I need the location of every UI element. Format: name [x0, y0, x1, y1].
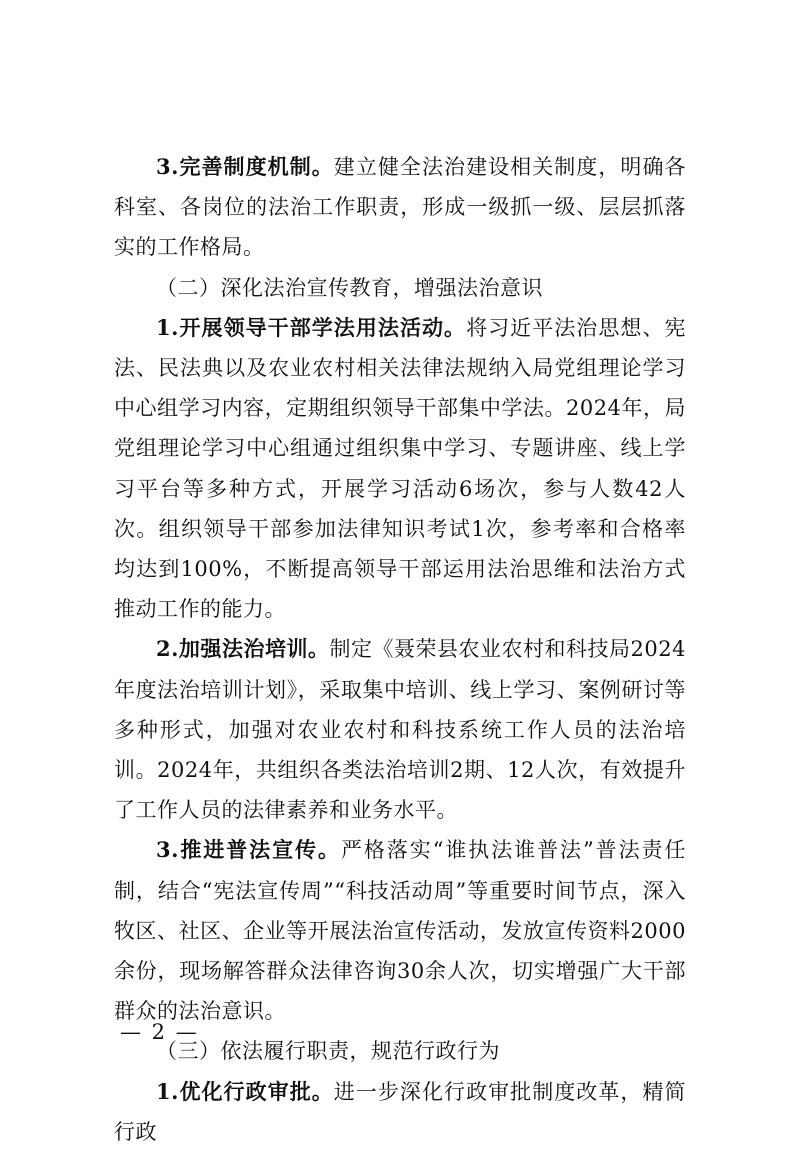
- paragraph-2-training: [114, 629, 686, 830]
- paragraph-3-improve-system: [114, 147, 686, 268]
- paragraph-1-approval: [114, 1072, 686, 1152]
- section-heading-2: （二）深化法治宣传教育，增强法治意识: [156, 275, 543, 300]
- paragraph-text: 严格落实“谁执法谁普法”普法责任制，结合“宪法宣传周”“科技活动周”等重要时间节点，深入牧区、社区、企业等开展法治宣传活动，发放宣传资料2000余份，现场解答群众法律咨询30余人次，切实增强广大干部群众的法治意识。: [114, 838, 686, 1024]
- paragraph-lead: 2.加强法治培训。: [156, 636, 330, 662]
- paragraph-lead: 3.推进普法宣传。: [156, 837, 341, 863]
- paragraph-lead: 1.优化行政审批。: [156, 1078, 334, 1104]
- paragraph-text: 制定《聂荣县农业农村和科技局2024年度法治培训计划》，采取集中培训、线上学习、案例研讨等多种形式，加强对农业农村和科技系统工作人员的法治培训。2024年，共组织各类法治培训2期、12人次，有效提升了工作人员的法律素养和业务水平。: [114, 637, 686, 823]
- section-heading-3: （三）依法履行职责，规范行政行为: [156, 1039, 500, 1064]
- document-body: [114, 147, 686, 1152]
- page-number: — 2 —: [120, 1020, 199, 1044]
- paragraph-text: 进一步深化行政审批制度改革，精简行政: [114, 1079, 686, 1144]
- paragraph-1-leaders-study: [114, 308, 686, 630]
- paragraph-3-publicity: [114, 830, 686, 1031]
- paragraph-lead: 1.开展领导干部学法用法活动。: [156, 314, 467, 340]
- paragraph-text: 建立健全法治建设相关制度，明确各科室、各岗位的法治工作职责，形成一级抓一级、层层抓落实的工作格局。: [114, 155, 686, 260]
- paragraph-text: 将习近平法治思想、宪法、民法典以及农业农村相关法律法规纳入局党组理论学习中心组学习内容，定期组织领导干部集中学法。2024年，局党组理论学习中心组通过组织集中学习、专题讲座、线上学习平台等多种方式，开展学习活动6场次，参与人数42人次。组织领导干部参加法律知识考试1次，参考率和合格率均达到100%，不断提高领导干部运用法治思维和法治方式推动工作的能力。: [114, 315, 686, 622]
- paragraph-lead: 3.完善制度机制。: [156, 154, 334, 179]
